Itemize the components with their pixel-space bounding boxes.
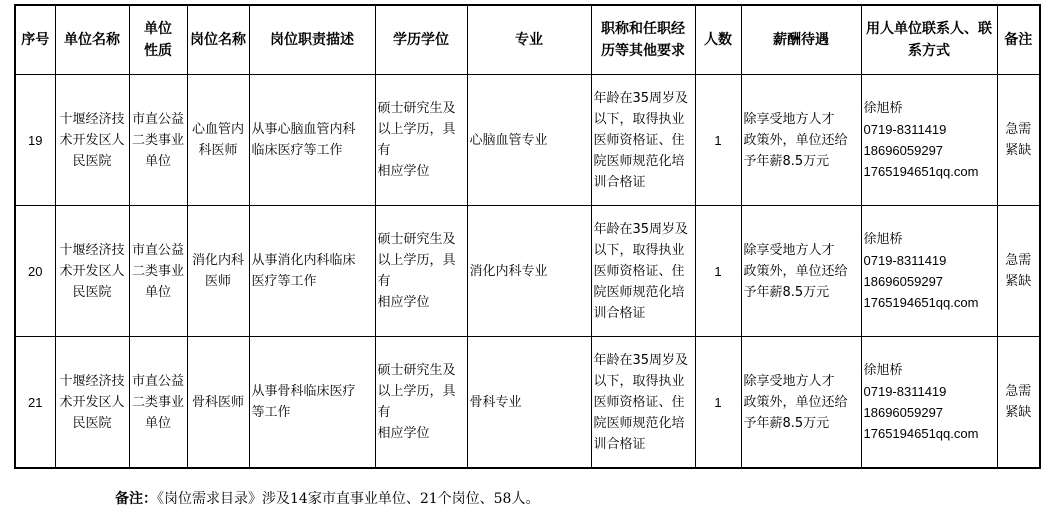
table-row: [15, 337, 1040, 469]
table-row: [15, 75, 1040, 206]
row-major: 骨科专业: [467, 337, 591, 469]
row-note: 急需 紧缺: [997, 206, 1040, 337]
row-major: 心脑血管专业: [467, 75, 591, 206]
row-unit-type: 市直公益 二类事业 单位: [129, 75, 187, 206]
contact-name: 徐旭桥: [863, 363, 903, 378]
row-unit-name: 十堰经济技 术开发区人 民医院: [55, 206, 129, 337]
table-row: [15, 206, 1040, 337]
header-unit-type: 单位 性质: [129, 5, 187, 75]
row-duties: 从事消化内科临床 医疗等工作: [249, 206, 375, 337]
row-unit-type: 市直公益 二类事业 单位: [129, 206, 187, 337]
row-index: 20: [15, 206, 55, 337]
row-unit-name: 十堰经济技 术开发区人 民医院: [55, 337, 129, 469]
header-note: 备注: [997, 5, 1040, 75]
footnote-text: 《岗位需求目录》涉及14家市直事业单位、21个岗位、58人。: [157, 491, 540, 507]
row-contact: [861, 337, 997, 469]
row-education: 硕士研究生及 以上学历，具有 相应学位: [375, 206, 467, 337]
row-note: 急需 紧缺: [997, 337, 1040, 469]
header-requirements: 职称和任职经 历等其他要求: [591, 5, 695, 75]
row-index: 19: [15, 75, 55, 206]
footnote: [115, 488, 539, 508]
row-requirements: 年龄在35周岁及 以下，取得执业 医师资格证、住 院医师规范化培 训合格证: [591, 75, 695, 206]
contact-phone: 0719-8311419: [863, 253, 947, 268]
row-requirements: 年龄在35周岁及 以下，取得执业 医师资格证、住 院医师规范化培 训合格证: [591, 206, 695, 337]
row-requirements: 年龄在35周岁及 以下，取得执业 医师资格证、住 院医师规范化培 训合格证: [591, 337, 695, 469]
header-duties: 岗位职责描述: [249, 5, 375, 75]
row-unit-type: 市直公益 二类事业 单位: [129, 337, 187, 469]
row-major: 消化内科专业: [467, 206, 591, 337]
header-contact: 用人单位联系人、联 系方式: [861, 5, 997, 75]
row-position: 骨科医师: [187, 337, 249, 469]
row-salary: 除享受地方人才 政策外，单位还给 予年薪8.5万元: [741, 337, 861, 469]
row-salary: 除享受地方人才 政策外，单位还给 予年薪8.5万元: [741, 206, 861, 337]
row-count: 1: [695, 75, 741, 206]
contact-mobile: 18696059297: [863, 274, 944, 289]
contact-name: 徐旭桥: [863, 101, 903, 116]
contact-phone: 0719-8311419: [863, 122, 947, 137]
row-note: 急需 紧缺: [997, 75, 1040, 206]
row-duties: 从事心脑血管内科 临床医疗等工作: [249, 75, 375, 206]
header-count: 人数: [695, 5, 741, 75]
header-salary: 薪酬待遇: [741, 5, 861, 75]
header-row: [15, 5, 1040, 75]
contact-mobile: 18696059297: [863, 143, 944, 158]
header-education: 学历学位: [375, 5, 467, 75]
row-duties: 从事骨科临床医疗 等工作: [249, 337, 375, 469]
contact-phone: 0719-8311419: [863, 384, 947, 399]
contact-email: 1765194651qq.com: [863, 295, 979, 310]
header-major: 专业: [467, 5, 591, 75]
header-position: 岗位名称: [187, 5, 249, 75]
contact-name: 徐旭桥: [863, 232, 903, 247]
contact-email: 1765194651qq.com: [863, 164, 979, 179]
row-count: 1: [695, 337, 741, 469]
row-contact: [861, 75, 997, 206]
header-unit-name: 单位名称: [55, 5, 129, 75]
row-unit-name: 十堰经济技 术开发区人 民医院: [55, 75, 129, 206]
row-position: 心血管内 科医师: [187, 75, 249, 206]
job-table: [14, 4, 1041, 469]
header-index: 序号: [15, 5, 55, 75]
row-education: 硕士研究生及 以上学历，具有 相应学位: [375, 337, 467, 469]
row-salary: 除享受地方人才 政策外，单位还给 予年薪8.5万元: [741, 75, 861, 206]
row-count: 1: [695, 206, 741, 337]
contact-email: 1765194651qq.com: [863, 426, 979, 441]
row-index: 21: [15, 337, 55, 469]
row-contact: [861, 206, 997, 337]
footnote-label: 备注：: [115, 491, 157, 507]
contact-mobile: 18696059297: [863, 405, 944, 420]
row-education: 硕士研究生及 以上学历，具有 相应学位: [375, 75, 467, 206]
row-position: 消化内科 医师: [187, 206, 249, 337]
